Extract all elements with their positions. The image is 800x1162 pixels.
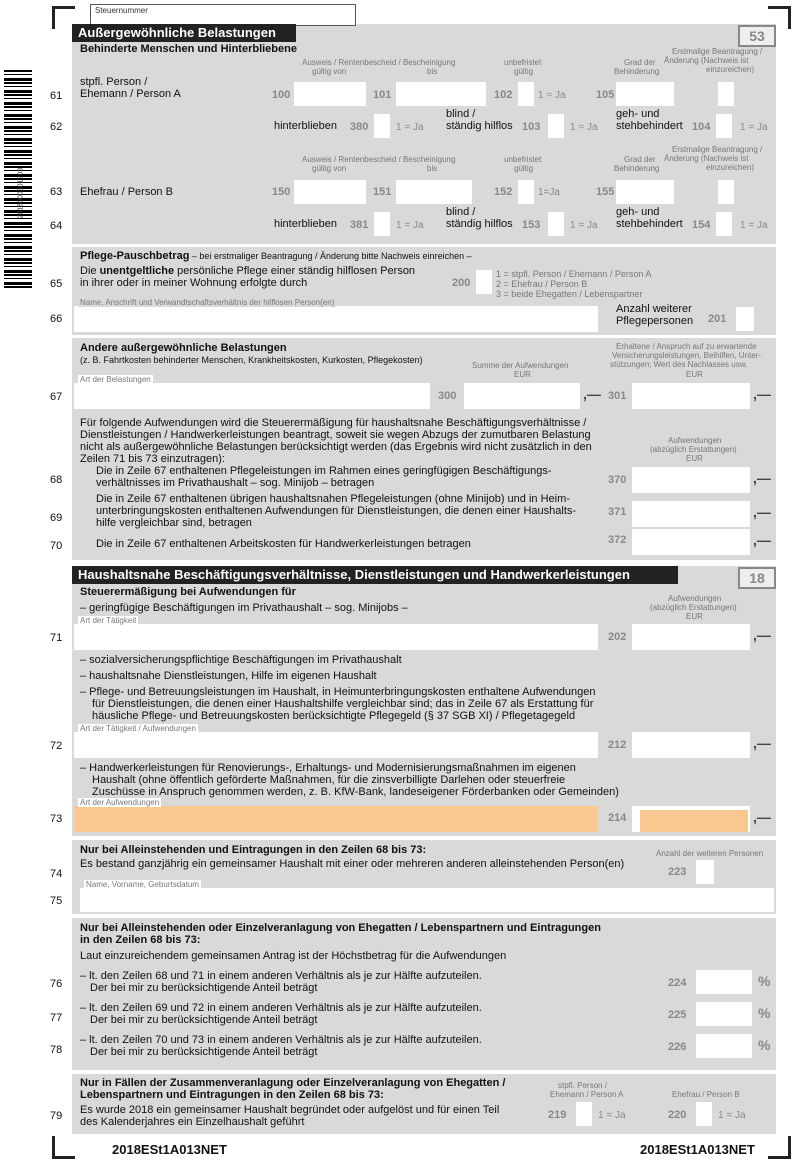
line-number-65: 65 (50, 278, 63, 290)
currency-212: ,— (753, 735, 771, 751)
col-einzureichen: einzureichen) (706, 65, 755, 74)
erhaltene-2: Versicherungsleistungen, Beihilfen, Unter- (612, 351, 761, 360)
input-150[interactable] (294, 180, 366, 204)
section-title-haushaltsnahe: Haushaltsnahe Beschäftigungsverhältnisse, Dienstleistungen und Handwerkerleistungen (72, 566, 678, 584)
line-number-73: 73 (50, 813, 63, 825)
line-number-74: 74 (50, 868, 63, 880)
aufteilung-title-1: Nur bei Alleinstehenden oder Einzelveranlagung von Ehegatten / Lebenspartnern und Eintragungen (80, 922, 601, 934)
stpfl-label-1: stpfl. Person / (558, 1081, 607, 1090)
col-behinderung: Behinderung (614, 67, 660, 76)
input-371[interactable] (632, 501, 750, 527)
code-102: 102 (494, 89, 513, 101)
code-104: 104 (692, 121, 711, 133)
highlight-214 (640, 810, 748, 832)
haushaltsnahe-subtitle: Steuerermäßigung bei Aufwendungen für (80, 586, 296, 598)
code-225: 225 (668, 1009, 687, 1021)
ehefrau-label: Ehefrau / Person B (672, 1090, 740, 1099)
geh-b-1: geh- und (616, 206, 660, 218)
currency-214: ,— (753, 809, 771, 825)
currency-202: ,— (753, 627, 771, 643)
code-201: 201 (708, 313, 727, 325)
line-number-69: 69 (50, 512, 63, 524)
line-number-63: 63 (50, 186, 63, 198)
pflege-text-b: unentgeltliche (99, 265, 175, 277)
barcode-number: 2018000301203 (17, 167, 25, 219)
row76-a: – lt. den Zeilen 68 und 71 in einem anderen Verhältnis als je zur Hälfte aufzuteilen. (80, 970, 482, 982)
label-art-aufwendungen: Art der Aufwendungen (80, 798, 160, 807)
col-aenderung-b: Änderung (Nachweis ist (664, 154, 749, 163)
col-grad: Grad der (624, 58, 656, 67)
code-219: 219 (548, 1109, 567, 1121)
code-103: 103 (522, 121, 541, 133)
code-101: 101 (373, 89, 392, 101)
row61-label2: Ehemann / Person A (80, 88, 181, 100)
line-number-72: 72 (50, 740, 63, 752)
input-101[interactable] (396, 82, 486, 106)
andere-subtitle: (z. B. Fahrtkosten behinderter Menschen, Krankheitskosten, Kurkosten, Pflegekosten) (80, 355, 423, 365)
input-erstmalig-b[interactable] (718, 180, 734, 204)
item-handwerker-b: Haushalt (ohne öffentlich geförderte Maßnahmen, für die zinsverbilligte Darlehen oder steuerfreie (92, 774, 566, 786)
h-aufwendungen-2: (abzüglich Erstattungen) (650, 603, 737, 612)
summe-eur: EUR (514, 370, 531, 379)
input-152[interactable] (518, 180, 534, 204)
zusammen-title-1: Nur in Fällen der Zusammenveranlagung oder Einzelveranlagung von Ehegatten / (80, 1077, 506, 1089)
zusammen-title-2: Lebenspartnern und Eintragungen in den Zeilen 68 bis 73: (80, 1089, 384, 1101)
pflege-title-note: – bei erstmaliger Beantragung / Änderung bitte Nachweis einreichen – (189, 251, 472, 261)
col-gueltig-b: gültig (514, 164, 534, 173)
page-badge-53: 53 (738, 25, 776, 47)
input-151[interactable] (396, 180, 472, 204)
percent-224: % (758, 973, 771, 989)
pflege-title (80, 250, 472, 262)
line-number-66: 66 (50, 313, 63, 325)
aufwendungen-eur: EUR (686, 454, 703, 463)
col-bis: bis (427, 67, 438, 76)
h-aufwendungen-1: Aufwendungen (668, 594, 722, 603)
col-erstmalig-b: Erstmalige Beantragung / (672, 145, 763, 154)
pflege-title-text: Pflege-Pauschbetrag (80, 250, 190, 262)
line-number-64: 64 (50, 220, 63, 232)
ja-219: 1 = Ja (598, 1110, 626, 1121)
pflege-text-c: persönliche Pflege einer ständig hilflosen Person (174, 265, 416, 277)
code-214: 214 (608, 812, 627, 824)
corner-mark-bottom-right (768, 1136, 791, 1159)
col-aenderung: Änderung (Nachweis ist (664, 56, 749, 65)
currency-372: ,— (753, 532, 771, 548)
summe-aufwendungen: Summe der Aufwendungen (472, 361, 569, 370)
line-number-61: 61 (50, 90, 63, 102)
item-handwerker-a: – Handwerkerleistungen für Renovierungs-, Erhaltungs- und Modernisierungsmaßnahmen im eigenen (80, 762, 576, 774)
pflege-text-a: Die (80, 265, 100, 277)
input-154[interactable] (716, 212, 732, 236)
line-number-70: 70 (50, 540, 63, 552)
blind-b-1: blind / (446, 206, 476, 218)
col-gueltig-von: gültig von (312, 67, 347, 76)
currency-370: ,— (753, 470, 771, 486)
input-155[interactable] (616, 180, 674, 204)
alleinstehende-title: Nur bei Alleinstehenden und Eintragungen in den Zeilen 68 bis 73: (80, 844, 427, 856)
anzahl-weitere-personen: Anzahl der weiteren Personen (656, 849, 764, 858)
item-pflege-c: häusliche Pflege- und Betreuungskosten berücksichtigte Pflegegeld (§ 37 SGB XI) / Pflegetagegeld (92, 710, 576, 722)
item-sozialversicherung: – sozialversicherungspflichtige Beschäftigungen im Privathaushalt (80, 654, 402, 666)
label-art-belastungen: Art der Belastungen (80, 375, 151, 384)
pflege-text-2: in ihrer oder in meiner Wohnung erfolgte durch (80, 277, 308, 289)
section-title-aussergewoehnliche: Außergewöhnliche Belastungen (72, 24, 296, 42)
code-380: 380 (350, 121, 369, 133)
input-art-belastungen[interactable] (74, 383, 430, 409)
code-300: 300 (438, 390, 457, 402)
code-154: 154 (692, 219, 711, 231)
andere-para-4: Zeilen 71 bis 73 einzutragen): (80, 453, 225, 465)
code-105: 105 (596, 89, 615, 101)
input-202[interactable] (632, 624, 750, 650)
input-name-vorname[interactable] (80, 888, 774, 912)
page-badge-18: 18 (738, 567, 776, 589)
row69-a: Die in Zeile 67 enthaltenen übrigen haushaltsnahen Pflegeleistungen (ohne Minijob) und in Heim- (96, 493, 570, 505)
aufteilung-text: Laut einzureichendem gemeinsamen Antrag ist der Höchstbetrag für die Aufwendungen (80, 950, 507, 962)
input-225[interactable] (696, 1002, 752, 1026)
input-105[interactable] (616, 82, 674, 106)
ja-154: 1 = Ja (740, 220, 768, 231)
code-372: 372 (608, 534, 627, 546)
input-104[interactable] (716, 114, 732, 138)
input-219[interactable] (576, 1102, 592, 1126)
ja-104: 1 = Ja (740, 122, 768, 133)
label-name-vorname: Name, Vorname, Geburtsdatum (86, 880, 199, 889)
erhaltene-3: stützungen; Wert des Nachlasses usw. (610, 360, 748, 369)
col-gueltig-von-b: gültig von (312, 164, 347, 173)
item-pflege-a: – Pflege- und Betreuungsleistungen im Haushalt, in Heimunterbringungskosten enthaltene Aufwendungen (80, 686, 596, 698)
aufwendungen-2: (abzüglich Erstattungen) (650, 445, 737, 454)
currency-300: ,— (583, 386, 601, 402)
ja-153: 1 = Ja (570, 220, 598, 231)
input-226[interactable] (696, 1034, 752, 1058)
code-223: 223 (668, 866, 687, 878)
label-art-taetigkeit-aufw: Art der Tätigkeit / Aufwendungen (80, 724, 196, 733)
input-212[interactable] (632, 732, 750, 758)
line-number-67: 67 (50, 391, 63, 403)
row77-a: – lt. den Zeilen 69 und 72 in einem anderen Verhältnis als je zur Hälfte aufzuteilen. (80, 1002, 482, 1014)
code-301: 301 (608, 390, 627, 402)
input-223[interactable] (696, 860, 714, 884)
row63-label: Ehefrau / Person B (80, 186, 173, 198)
erhaltene-eur: EUR (686, 370, 703, 379)
row77-b: Der bei mir zu berücksichtigende Anteil beträgt (90, 1014, 318, 1026)
zusammen-text-1: Es wurde 2018 ein gemeinsamer Haushalt begründet oder aufgelöst und für einen Teil (80, 1104, 500, 1116)
alleinstehende-text: Es bestand ganzjährig ein gemeinsamer Haushalt mit einer oder mehreren anderen alleinstehenden Person(en) (80, 858, 625, 870)
pflege-opt2: 2 = Ehefrau / Person B (496, 279, 588, 289)
ja-103: 1 = Ja (570, 122, 598, 133)
corner-mark-bottom-left (52, 1136, 75, 1159)
geh-b-2: stehbehindert (616, 218, 683, 230)
andere-para-3: nicht als außergewöhnliche Belastungen berücksichtigt werden (das Ergebnis wird nicht zusätzlich in den (80, 441, 592, 453)
aufwendungen-1: Aufwendungen (668, 436, 722, 445)
code-381: 381 (350, 219, 369, 231)
line-number-71: 71 (50, 632, 63, 644)
minijob-text: – geringfügige Beschäftigungen im Privathaushalt – sog. Minijobs – (80, 602, 408, 614)
col-gueltig: gültig (514, 67, 534, 76)
footer-code-right: 2018ESt1A013NET (640, 1142, 755, 1157)
item-handwerker-c: Zuschüsse in Anspruch genommen werden, z. B. KfW-Bank, landeseigener Förderbanken oder Gemeinden) (92, 786, 619, 798)
label-hilflose-person: Name, Anschrift und Verwandtschaftsverhältnis der hilflosen Person(en) (80, 298, 335, 307)
col-ausweis: Ausweis / Rentenbescheid / Bescheinigung (302, 58, 456, 67)
line-number-79: 79 (50, 1110, 63, 1122)
row78-b: Der bei mir zu berücksichtigende Anteil beträgt (90, 1046, 318, 1058)
line-number-78: 78 (50, 1044, 63, 1056)
input-153[interactable] (548, 212, 564, 236)
input-art-taetigkeit[interactable] (74, 624, 598, 650)
row76-b: Der bei mir zu berücksichtigende Anteil beträgt (90, 982, 318, 994)
footer-code-left: 2018ESt1A013NET (112, 1142, 227, 1157)
input-220[interactable] (696, 1102, 712, 1126)
erhaltene-1: Erhaltene / Anspruch auf zu erwartende (616, 342, 757, 351)
input-erstmalig-a[interactable] (718, 82, 734, 106)
anzahl-weiterer-1: Anzahl weiterer (616, 303, 692, 315)
h-aufwendungen-eur: EUR (686, 612, 703, 621)
code-371: 371 (608, 506, 627, 518)
col-einzureichen-b: einzureichen) (706, 163, 755, 172)
col-grad-b: Grad der (624, 155, 656, 164)
pflege-opt3: 3 = beide Ehegatten / Lebenspartner (496, 289, 643, 299)
pflege-text-1 (80, 265, 415, 277)
hinterblieben-a: hinterblieben (274, 120, 337, 132)
ja-152: 1=Ja (538, 187, 560, 198)
currency-301: ,— (753, 386, 771, 402)
andere-title: Andere außergewöhnliche Belastungen (80, 342, 287, 354)
code-220: 220 (668, 1109, 687, 1121)
code-100: 100 (272, 89, 291, 101)
code-155: 155 (596, 186, 615, 198)
code-226: 226 (668, 1041, 687, 1053)
input-372[interactable] (632, 529, 750, 555)
col-unbefristet: unbefristet (504, 58, 542, 67)
row69-c: hilfe vergleichbar sind, betragen (96, 517, 252, 529)
subtitle-behinderte: Behinderte Menschen und Hinterbliebene (80, 43, 297, 55)
code-202: 202 (608, 631, 627, 643)
aufteilung-title-2: in den Zeilen 68 bis 73: (80, 934, 201, 946)
input-301[interactable] (632, 383, 750, 409)
percent-226: % (758, 1037, 771, 1053)
blind-a-2: ständig hilflos (446, 120, 513, 132)
code-153: 153 (522, 219, 541, 231)
pflege-opt1: 1 = stpfl. Person / Ehemann / Person A (496, 269, 652, 279)
percent-225: % (758, 1005, 771, 1021)
input-art-aufwendungen[interactable] (74, 806, 598, 832)
row78-a: – lt. den Zeilen 70 und 73 in einem anderen Verhältnis als je zur Hälfte aufzuteilen. (80, 1034, 482, 1046)
row69-b: unterbringungskosten enthaltenen Aufwendungen für Dienstleistungen, die denen einer Haushalts- (96, 505, 577, 517)
input-102[interactable] (518, 82, 534, 106)
input-370[interactable] (632, 467, 750, 493)
input-380[interactable] (374, 114, 390, 138)
input-381[interactable] (374, 212, 390, 236)
row68-b: verhältnisses im Privathaushalt – sog. Minijob – betragen (96, 477, 375, 489)
tax-number-label: Steuernummer (95, 6, 148, 15)
anzahl-weiterer-2: Pflegepersonen (616, 315, 694, 327)
input-hilflose-person[interactable] (74, 306, 598, 332)
blind-b-2: ständig hilflos (446, 218, 513, 230)
item-dienstleistungen: – haushaltsnahe Dienstleistungen, Hilfe im eigenen Haushalt (80, 670, 377, 682)
code-151: 151 (373, 186, 392, 198)
geh-a-1: geh- und (616, 108, 660, 120)
code-224: 224 (668, 977, 687, 989)
item-pflege-b: für Dienstleistungen, die denen einer Haushaltshilfe vergleichbar sind; das in Zeile 67 als Erstattung für (92, 698, 594, 710)
input-300[interactable] (464, 383, 580, 409)
line-number-76: 76 (50, 978, 63, 990)
input-art-taetigkeit-aufw[interactable] (74, 732, 598, 758)
andere-para-1: Für folgende Aufwendungen wird die Steuerermäßigung für haushaltsnahe Beschäftigungsverhältnisse / (80, 417, 587, 429)
currency-371: ,— (753, 504, 771, 520)
input-201[interactable] (736, 307, 754, 331)
andere-para-2: Dienstleistungen / Handwerkerleistungen beantragt, soweit sie wegen Abzugs der zumutbaren Belastung (80, 429, 591, 441)
code-212: 212 (608, 739, 627, 751)
hinterblieben-b: hinterblieben (274, 218, 337, 230)
zusammen-text-2: des Kalenderjahres ein Einzelhaushalt geführt (80, 1116, 305, 1128)
ja-381: 1 = Ja (396, 220, 424, 231)
col-ausweis-b: Ausweis / Rentenbescheid / Bescheinigung (302, 155, 456, 164)
input-224[interactable] (696, 970, 752, 994)
code-152: 152 (494, 186, 513, 198)
line-number-75: 75 (50, 895, 63, 907)
col-bis-b: bis (427, 164, 438, 173)
input-200[interactable] (476, 270, 492, 294)
stpfl-label-2: Ehemann / Person A (550, 1090, 624, 1099)
col-unbefristet-b: unbefristet (504, 155, 542, 164)
line-number-77: 77 (50, 1012, 63, 1024)
row68-a: Die in Zeile 67 enthaltenen Pflegeleistungen im Rahmen eines geringfügigen Beschäftigungs- (96, 465, 552, 477)
code-370: 370 (608, 474, 627, 486)
code-150: 150 (272, 186, 291, 198)
line-number-68: 68 (50, 474, 63, 486)
ja-102: 1 = Ja (538, 90, 566, 101)
col-behinderung-b: Behinderung (614, 164, 660, 173)
line-number-62: 62 (50, 121, 63, 133)
blind-a-1: blind / (446, 108, 476, 120)
code-200: 200 (452, 277, 471, 289)
label-art-taetigkeit: Art der Tätigkeit (80, 616, 137, 625)
tax-number-box[interactable] (90, 4, 356, 26)
input-100[interactable] (294, 82, 366, 106)
row61-label1: stpfl. Person / (80, 76, 148, 88)
input-103[interactable] (548, 114, 564, 138)
ja-380: 1 = Ja (396, 122, 424, 133)
geh-a-2: stehbehindert (616, 120, 683, 132)
col-erstmalig: Erstmalige Beantragung / (672, 47, 763, 56)
ja-220: 1 = Ja (718, 1110, 746, 1121)
row70: Die in Zeile 67 enthaltenen Arbeitskosten für Handwerkerleistungen betragen (96, 538, 471, 550)
